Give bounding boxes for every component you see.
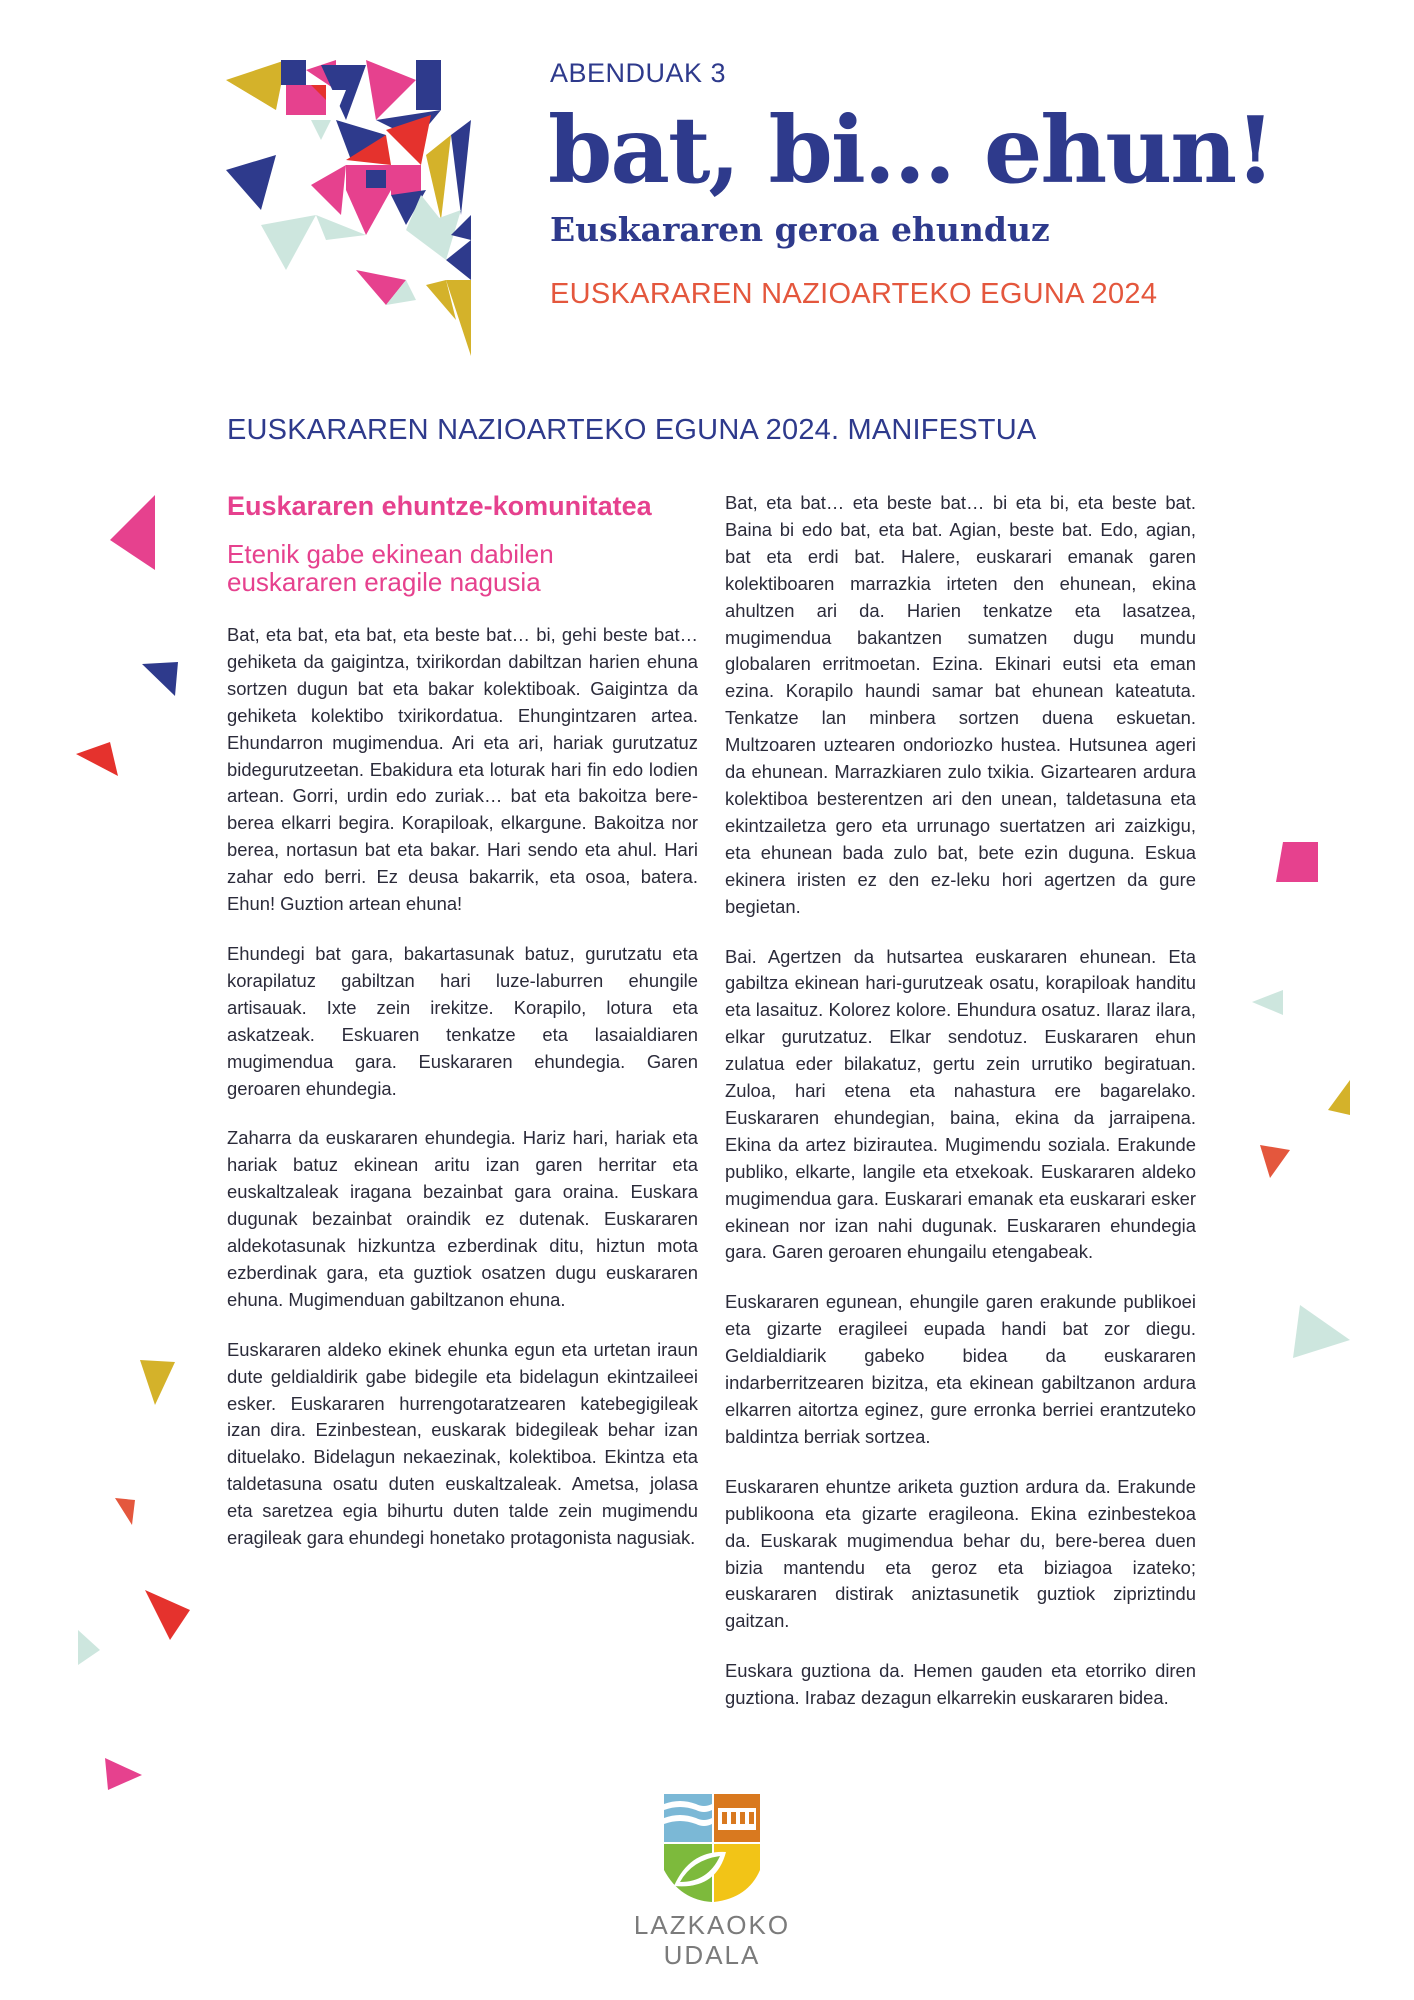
- paragraph: Bat, eta bat… eta beste bat… bi eta bi, eta beste bat. Baina bi edo bat, eta bat. Agian, beste bat. Edo, agian, bat eta erdi bat. Halere, euskarari emanak garen kolektiboaren marrazkia irteten den ehunean, ekina ahultzen ari da. Harien tenkatze eta lasatzea, mugimendua bakantzen sumatzen dugu mundu globalaren erritmoetan. Ezina. Ekinari eutsi eta eman ezina. Korapilo haundi samar bat ehunean kateatuta. Tenkatze lan minbera sortzen duena eskuetan. Multzoaren uztearen ondoriozko hustea. Hutsunea ageri da ehunean. Marrazkiaren zulo txikia. Gizartearen ardura kolektiboa besterentzen ari den unean, taldetasuna eta ekintzailetza gero eta urrunago suertatzen ari zaizkigu, eta ehunean bada zulo bat, bete ezin duguna. Eskua ekinera iristen ez den ez-leku hori agertzen da gure begietan.: [725, 492, 1196, 917]
- event-label: EUSKARAREN NAZIOARTEKO EGUNA 2024: [550, 278, 1158, 310]
- right-column: [725, 490, 1196, 1735]
- page-title: bat, bi... ehun!: [548, 96, 1274, 204]
- council-crest-icon: [660, 1790, 764, 1906]
- section-subtitle-line2: euskararen eragile nagusia: [227, 567, 541, 597]
- page-subtitle: Euskararen geroa ehunduz: [550, 210, 1050, 249]
- paragraph: Euskararen aldeko ekinek ehunka egun eta urtetan iraun dute geldialdirik gabe bidegile eta bidelagun ekintzaileei esker. Euskararen hurrengotaratzearen katebegigileak izan dira. Ezinbestean, euskarak bidegileak behar izan dituelako. Bidelagun nekaezinak, kolektiboa. Ekintza eta taldetasuna osatu duten euskaltzaleak. Ametsa, jolasa eta saretzea egia bihurtu duten talde zein mugimendu eragileak gara ehundegi honetako protagonista nagusiak.: [227, 1338, 698, 1549]
- date-label: ABENDUAK 3: [550, 58, 727, 88]
- geometric-logo-icon: [226, 60, 498, 356]
- council-name-line2: UDALA: [663, 1940, 761, 1970]
- manifesto-title: EUSKARAREN NAZIOARTEKO EGUNA 2024. MANIFESTUA: [227, 414, 1037, 446]
- paragraph: Ehundegi bat gara, bakartasunak batuz, gurutzatu eta korapilatuz gabiltzan hari luze-laburren ehungile artisauak. Ixte zein irekitze. Korapilo, lotura eta askatzeak. Eskuaren tenkatze eta lasaialdiaren mugimendua gara. Euskararen ehundegia. Garen geroaren ehundegia.: [227, 942, 698, 1099]
- paragraph: Euskararen egunean, ehungile garen erakunde publikoei eta gizarte eragileei eupada handi bat zor diegu. Geldialdiarik gabeko bidea da euskararen indarberritzearen bizitza, eta ekinean gabiltzanon ardura elkarren aitortza eginez, gure erronka berriei erantzuteko baldintza berriak sortzea.: [725, 1291, 1196, 1447]
- paragraph: Bat, eta bat, eta bat, eta beste bat… bi, gehi beste bat… gehiketa da gaigintza, txirikordan dabiltzan harien ehuna sortzen dugun bat eta bakar kolektiboak. Gaigintza da gehiketa kolektibo txirikordatua. Ehungintzaren artea. Ehundarron mugimendua. Ari eta ari, hariak gurutzatuz bidegurutzeetan. Ebakidura eta loturak hari fin edo lodien artean. Gorri, urdin edo zuriak… bat eta bakoitza bere-berea elkarri begira. Korapiloak, elkargune. Bakoitza nor berea, nortasun bat eta bakar. Hari sendo eta ahul. Hari zahar edo berri. Ez deusa bakarrik, eta osoa, batera. Ehun! Guztion artean ehuna!: [227, 624, 698, 915]
- council-name-line1: LAZKAOKO: [633, 1910, 791, 1940]
- paragraph: Euskararen ehuntze ariketa guztion ardura da. Erakunde publikoona eta gizarte eragileona. Ekina ezinbestekoa da. Euskarak mugimendua behar du, bere-berea duen bizia mantendu eta geroz eta biziagoa izateko; euskararen distirak aniztasunetik guztiok zipriztindu gaitzan.: [725, 1475, 1196, 1632]
- paragraph: Zaharra da euskararen ehundegia. Hariz hari, hariak eta hariak batuz ekinean aritu izan garen herritar eta euskaltzaleak iragana bezainbat gara oraina. Euskara dugunak bezainbat oraindik ez dutenak. Euskararen aldekotasunak hizkuntza ezberdinak ditu, hiztun mota ezberdinak gara, eta guztiok osatzen dugu euskararen ehuna. Mugimenduan gabiltzanon ehuna.: [227, 1127, 698, 1310]
- paragraph: Bai. Agertzen da hutsartea euskararen ehunean. Eta gabiltza ekinean hari-gurutzeak osatu, korapiloak handitu eta lasaituz. Kolorez kolore. Ehundura osatuz. Ilaraz ilara, elkar gurutzatuz. Elkar sendotuz. Euskararen ehun zulatua eder bilakatuz, gertu zein urrutiko begiratuan. Zuloa, hari etena eta nahastura ere bagarelako. Euskararen ehundegian, baina, ekina da jarraipena. Ekina da artez bizirautea. Mugimendu soziala. Erakunde publiko, elkarte, langile eta etxekoak. Euskararen aldeko mugimendua gara. Euskarari emanak eta euskarari esker ekinean nor izan nahi dugunak. Euskararen ehundegia gara. Garen geroaren ehungailu etengabeak.: [725, 945, 1196, 1263]
- paragraph: Euskara guztiona da. Hemen gauden eta etorriko diren guztiona. Irabaz dezagun elkarrekin euskararen bidea.: [725, 1660, 1196, 1709]
- section-title: Euskararen ehuntze-komunitatea: [227, 491, 652, 521]
- section-subtitle: [227, 540, 698, 596]
- council-name: [600, 1910, 824, 1970]
- left-column: [227, 490, 698, 1575]
- section-subtitle-line1: Etenik gabe ekinean dabilen: [227, 539, 554, 569]
